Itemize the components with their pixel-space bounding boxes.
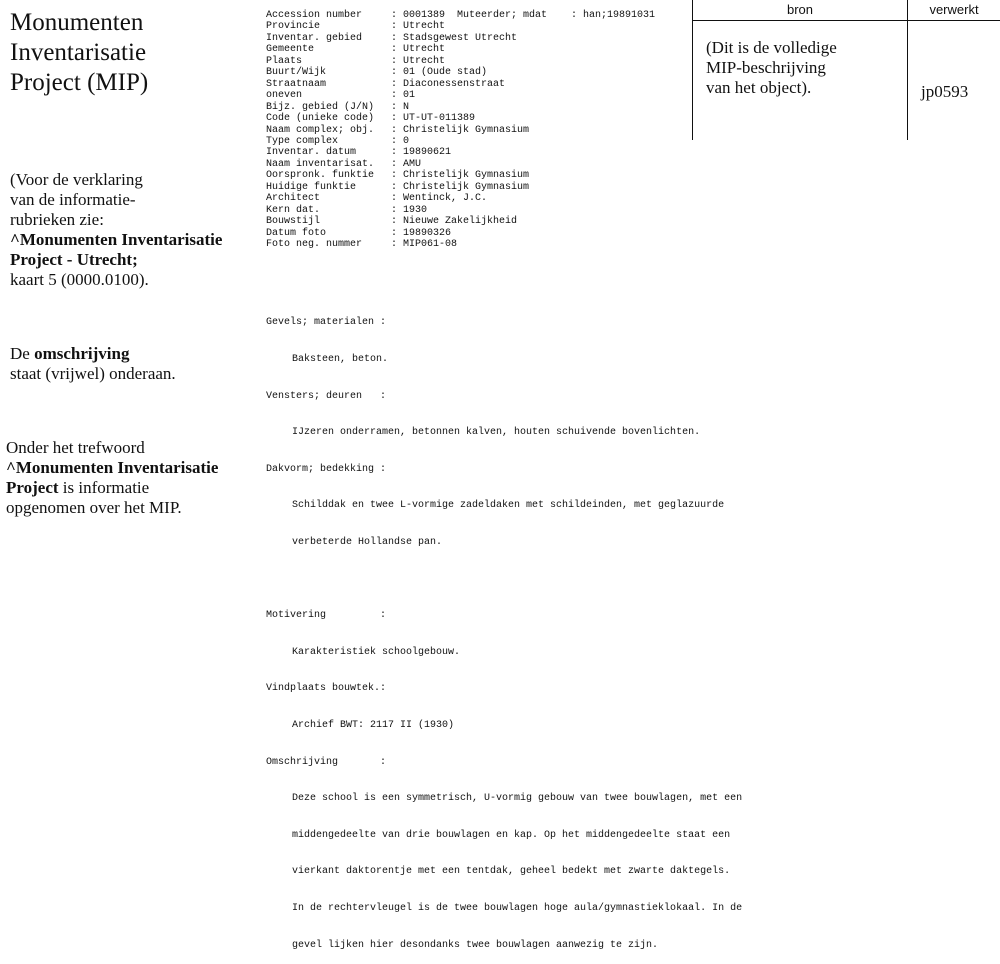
field-separator: : xyxy=(391,204,404,216)
field-separator: : xyxy=(391,55,404,67)
field-label: Naam complex; obj. xyxy=(266,124,375,136)
title-line-1: Monumenten xyxy=(10,9,144,36)
note-line: van de informatie- xyxy=(10,190,136,209)
note-line: opgenomen over het MIP. xyxy=(6,498,182,517)
field-label: Buurt/Wijk xyxy=(266,67,327,79)
section-heading-vindplaats: Vindplaats bouwtek.: xyxy=(266,683,387,695)
omschrijving-line: Deze school is een symmetrisch, U-vormig gebouw van twee bouwlagen, met een xyxy=(292,793,743,805)
field-label: Type complex xyxy=(266,135,339,147)
field-label: Architect xyxy=(266,193,321,205)
field-separator: : xyxy=(391,181,404,193)
field-separator: : xyxy=(391,135,404,147)
page-title xyxy=(10,8,148,98)
field-value: 19890621 xyxy=(403,147,452,159)
section-heading-omschrijving: Omschrijving : xyxy=(266,756,387,768)
field-value: 01 xyxy=(403,90,416,102)
field-row xyxy=(266,205,655,216)
keyword-note xyxy=(6,438,218,518)
field-label: Huidige funktie xyxy=(266,181,357,193)
field-label: Inventar. gebied xyxy=(266,32,363,44)
note-line: kaart 5 (0000.0100). xyxy=(10,270,149,289)
field-separator: : xyxy=(391,124,404,136)
field-separator: : xyxy=(391,78,404,90)
section-value-vensters: IJzeren onderramen, betonnen kalven, houten schuivende bovenlichten. xyxy=(292,427,701,439)
note-bold: omschrijving xyxy=(34,344,130,363)
field-label: Bijz. gebied (J/N) xyxy=(266,101,375,113)
field-label: Foto neg. nummer xyxy=(266,239,363,251)
keyword-link-cont[interactable]: Project xyxy=(6,478,59,497)
field-row xyxy=(266,193,655,204)
field-row xyxy=(266,239,655,250)
field-separator: : xyxy=(391,170,404,182)
field-separator: : xyxy=(391,10,404,21)
field-row xyxy=(266,90,655,101)
field-separator: : xyxy=(391,21,404,33)
explanation-note xyxy=(10,170,222,290)
reference-link[interactable]: ^Monumenten Inventarisatie xyxy=(10,230,223,249)
note-line: staat (vrijwel) onderaan. xyxy=(10,364,176,383)
field-row xyxy=(266,147,655,158)
field-separator: : xyxy=(391,113,404,125)
description-note xyxy=(10,344,176,384)
field-separator: : xyxy=(391,67,404,79)
field-value: AMU xyxy=(403,158,422,170)
record-description xyxy=(266,293,742,964)
field-value: MIP061-08 xyxy=(403,239,458,251)
field-row xyxy=(266,159,655,170)
field-separator: : xyxy=(391,227,404,239)
field-value: Diaconessenstraat xyxy=(403,78,506,90)
field-label: Naam inventarisat. xyxy=(266,158,375,170)
field-label: Oorspronk. funktie xyxy=(266,170,375,182)
field-label: Gemeente xyxy=(266,44,315,56)
field-label: Kern dat. xyxy=(266,204,321,216)
field-separator: : xyxy=(391,158,404,170)
field-separator: : xyxy=(391,90,404,102)
field-value: Christelijk Gymnasium xyxy=(403,124,530,136)
field-separator: : xyxy=(391,101,404,113)
omschrijving-line: In de rechtervleugel is de twee bouwlagen hoge aula/gymnastieklokaal. In de xyxy=(292,902,743,914)
bron-table xyxy=(692,0,1000,140)
field-label: oneven xyxy=(266,90,303,102)
record-fields xyxy=(266,10,655,251)
field-value: Christelijk Gymnasium xyxy=(403,170,530,182)
field-value: Wentinck, J.C. xyxy=(403,193,488,205)
section-heading-vensters: Vensters; deuren : xyxy=(266,390,387,402)
title-line-2: Inventarisatie xyxy=(10,39,147,66)
field-row xyxy=(266,182,655,193)
field-value: Stadsgewest Utrecht xyxy=(403,32,518,44)
field-label: Datum foto xyxy=(266,227,327,239)
note-text: De xyxy=(10,344,35,363)
field-value: UT-UT-011389 xyxy=(403,113,476,125)
field-value: 01 (Oude stad) xyxy=(403,67,488,79)
field-separator: : xyxy=(391,193,404,205)
field-row xyxy=(266,125,655,136)
table-divider xyxy=(692,0,693,140)
bron-line: (Dit is de volledige xyxy=(706,38,837,57)
note-line: (Voor de verklaring xyxy=(10,170,143,189)
note-line: Onder het trefwoord xyxy=(6,438,145,457)
field-separator: : xyxy=(391,147,404,159)
field-label: Straatnaam xyxy=(266,78,327,90)
field-label: Accession number xyxy=(266,10,363,21)
column-header-bron: bron xyxy=(693,0,907,21)
field-value: 0 xyxy=(403,135,410,147)
section-value-dakvorm: verbeterde Hollandse pan. xyxy=(292,537,443,549)
omschrijving-line: middengedeelte van drie bouwlagen en kap. Op het middengedeelte staat een xyxy=(292,829,731,841)
field-label: Bouwstijl xyxy=(266,216,321,228)
field-value: Utrecht xyxy=(403,44,446,56)
section-value-dakvorm: Schilddak en twee L-vormige zadeldaken met schildeinden, met geglazuurde xyxy=(292,500,725,512)
field-row xyxy=(266,33,655,44)
field-row xyxy=(266,170,655,181)
field-label: Plaats xyxy=(266,55,303,67)
field-row xyxy=(266,67,655,78)
note-text: is informatie xyxy=(58,478,150,497)
keyword-link[interactable]: ^Monumenten Inventarisatie xyxy=(6,458,219,477)
field-value: Christelijk Gymnasium xyxy=(403,181,530,193)
field-value: Nieuwe Zakelijkheid xyxy=(403,216,518,228)
field-value: Utrecht xyxy=(403,55,446,67)
section-value-vindplaats: Archief BWT: 2117 II (1930) xyxy=(292,719,455,731)
section-heading-motivering: Motivering : xyxy=(266,610,387,622)
field-row xyxy=(266,102,655,113)
bron-line: MIP-beschrijving xyxy=(706,58,826,77)
reference-link-cont[interactable]: Project - Utrecht; xyxy=(10,250,138,269)
field-row xyxy=(266,56,655,67)
note-line: rubrieken zie: xyxy=(10,210,104,229)
field-row xyxy=(266,216,655,227)
field-separator: : xyxy=(391,32,404,44)
field-label: Code (unieke code) xyxy=(266,113,375,125)
field-row xyxy=(266,228,655,239)
field-row xyxy=(266,113,655,124)
field-label: Provincie xyxy=(266,21,321,33)
bron-line: van het object). xyxy=(706,78,812,97)
verwerkt-cell: jp0593 xyxy=(921,82,969,101)
omschrijving-line: gevel lijken hier desondanks twee bouwlagen aanwezig te zijn. xyxy=(292,939,659,951)
field-value: 1930 xyxy=(403,204,428,216)
title-line-3: Project (MIP) xyxy=(10,69,149,96)
field-row xyxy=(266,10,655,21)
field-row xyxy=(266,136,655,147)
field-row xyxy=(266,44,655,55)
omschrijving-line: vierkant daktorentje met een tentdak, geheel bedekt met zwarte daktegels. xyxy=(292,866,731,878)
section-value-motivering: Karakteristiek schoolgebouw. xyxy=(292,646,461,658)
table-divider xyxy=(907,0,908,140)
field-separator: : xyxy=(391,239,404,251)
field-separator: : xyxy=(391,216,404,228)
section-value-gevels: Baksteen, beton. xyxy=(292,354,389,366)
field-value: Utrecht xyxy=(403,21,446,33)
section-heading-dakvorm: Dakvorm; bedekking : xyxy=(266,463,387,475)
field-value: 19890326 xyxy=(403,227,452,239)
field-label: Inventar. datum xyxy=(266,147,357,159)
field-separator: : xyxy=(391,44,404,56)
field-row xyxy=(266,79,655,90)
section-heading-gevels: Gevels; materialen : xyxy=(266,317,387,329)
field-row xyxy=(266,21,655,32)
column-header-verwerkt: verwerkt xyxy=(908,0,1000,21)
field-value: 0001389 Muteerder; mdat : han;19891031 xyxy=(403,10,656,21)
bron-cell xyxy=(706,38,837,98)
field-value: N xyxy=(403,101,410,113)
